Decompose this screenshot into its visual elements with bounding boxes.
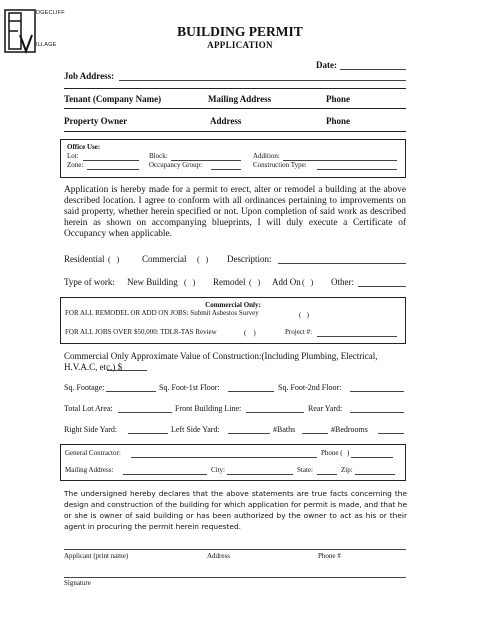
add-on-label: Add On	[272, 277, 301, 287]
construction-value-label: Commercial Only Approximate Value of Construction:(Including Plumbing, Electrical, H.V.A.C, etc.) $	[64, 351, 378, 372]
signature-label: Signature	[64, 579, 91, 587]
tenant-label: Tenant (Company Name)	[64, 94, 162, 104]
contractor-mailing-label: Mailing Address:	[65, 466, 114, 474]
owner-address-label: Address	[210, 116, 242, 126]
property-owner-label: Property Owner	[64, 116, 128, 126]
project-number-label: Project #:	[285, 328, 313, 336]
applicant-phone-label: Phone #	[318, 552, 341, 560]
job-address-field[interactable]	[119, 80, 406, 81]
left-side-yard-label: Left Side Yard:	[171, 425, 220, 434]
remodel-checkbox[interactable]: ( )	[249, 278, 261, 287]
office-occupancy-field[interactable]	[211, 169, 241, 170]
applicant-field-line[interactable]	[64, 549, 406, 550]
bedrooms-label: #Bedrooms	[331, 425, 368, 434]
applicant-name-label: Applicant (print name)	[64, 552, 129, 560]
other-field[interactable]	[358, 286, 406, 287]
office-lot-label: Lot:	[67, 152, 79, 160]
commercial-label: Commercial	[142, 254, 187, 264]
job-address-label: Job Address:	[64, 71, 115, 81]
sq-footage-field[interactable]	[106, 391, 156, 392]
office-zone-label: Zone:	[67, 161, 84, 169]
rear-yard-label: Rear Yard:	[308, 404, 343, 413]
office-occupancy-label: Occupancy Group:	[149, 161, 203, 169]
remodel-label: Remodel	[213, 277, 246, 287]
left-side-yard-field[interactable]	[228, 433, 270, 434]
general-contractor-label: General Contractor:	[65, 449, 121, 457]
tenant-field-line[interactable]	[64, 108, 406, 109]
tenant-phone-label: Phone	[326, 94, 351, 104]
bedrooms-field[interactable]	[378, 433, 404, 434]
commercial-checkbox[interactable]: ( )	[197, 255, 209, 264]
new-building-label: New Building	[127, 277, 178, 287]
office-lot-field[interactable]	[83, 160, 139, 161]
contractor-zip-field[interactable]	[355, 474, 395, 475]
declaration-statement: The undersigned hereby declares that the above statements are true facts concerning the design and construction of the building for which application for permit is made, and that he or she is owner of said building or has been authorized by the owner to act as his or their agent in procuring the permit herein requested.	[64, 489, 407, 531]
asbestos-survey-label: FOR ALL REMODEL OR ADD ON JOBS: Submit Asbestos Survey	[65, 309, 259, 317]
sq-first-floor-label: Sq. Foot-1st Floor:	[159, 383, 220, 392]
description-label: Description:	[227, 254, 272, 264]
divider	[64, 88, 406, 89]
contractor-state-field[interactable]	[317, 474, 337, 475]
office-block-label: Block:	[149, 152, 168, 160]
sq-first-floor-field[interactable]	[228, 391, 274, 392]
office-use-title: Office Use:	[67, 143, 101, 151]
office-use-box	[60, 139, 406, 178]
rear-yard-field[interactable]	[350, 412, 404, 413]
owner-phone-label: Phone	[326, 116, 351, 126]
page-title: BUILDING PERMIT	[177, 24, 303, 39]
description-field[interactable]	[278, 263, 406, 264]
contractor-phone-paren: )	[347, 449, 350, 457]
commercial-only-box	[60, 297, 406, 344]
contractor-phone-label: Phone (	[321, 449, 343, 457]
owner-field-line[interactable]	[64, 131, 406, 132]
right-side-yard-label: Right Side Yard:	[64, 425, 118, 434]
right-side-yard-field[interactable]	[128, 433, 168, 434]
contractor-city-field[interactable]	[227, 474, 293, 475]
office-construction-field[interactable]	[317, 169, 397, 170]
residential-label: Residential	[64, 254, 105, 264]
general-contractor-field[interactable]	[131, 457, 317, 458]
date-field[interactable]	[340, 69, 406, 70]
baths-label: #Baths	[273, 425, 296, 434]
applicant-address-label: Address	[207, 552, 230, 560]
project-number-field[interactable]	[317, 336, 397, 337]
contractor-city-label: City:	[211, 466, 226, 474]
commercial-only-title: Commercial Only:	[205, 301, 261, 309]
logo-text-bottom: ILLAGE	[36, 42, 57, 48]
contractor-mailing-field[interactable]	[123, 474, 207, 475]
sq-footage-label: Sq. Footage:	[64, 383, 105, 392]
add-on-checkbox[interactable]: ( )	[302, 278, 314, 287]
contractor-box	[60, 444, 406, 481]
date-label: Date:	[316, 60, 337, 70]
type-of-work-label: Type of work:	[64, 277, 115, 287]
office-zone-field[interactable]	[87, 169, 139, 170]
other-label: Other:	[331, 277, 354, 287]
asbestos-survey-checkbox[interactable]: ( )	[299, 311, 309, 319]
total-lot-area-label: Total Lot Area:	[64, 404, 113, 413]
residential-checkbox[interactable]: ( )	[108, 255, 120, 264]
baths-field[interactable]	[302, 433, 328, 434]
tdlr-review-label: FOR ALL JOBS OVER $50,000: TDLR-TAS Review	[65, 328, 217, 336]
total-lot-area-field[interactable]	[118, 412, 172, 413]
mailing-address-label: Mailing Address	[208, 94, 272, 104]
page-subtitle: APPLICATION	[207, 40, 273, 50]
sq-second-floor-field[interactable]	[350, 391, 404, 392]
office-construction-label: Construction Type:	[253, 161, 307, 169]
front-building-line-label: Front Building Line:	[175, 404, 242, 413]
sq-second-floor-label: Sq. Foot-2nd Floor:	[278, 383, 342, 392]
application-statement: Application is hereby made for a permit to erect, alter or remodel a building at the above described location. I agree to conform with all ordinances pertaining to improvements on said property, whether herein specified or not. Upon completion of said work as described herein as shown on accompanying blueprints, I will duly execute a Certificate of Occupancy when applicable.	[64, 185, 406, 239]
signature-field-line[interactable]	[64, 577, 406, 578]
logo-text-top: DGECLIFF	[36, 10, 65, 16]
tdlr-review-checkbox[interactable]: ( )	[244, 329, 256, 337]
front-building-line-field[interactable]	[246, 412, 304, 413]
contractor-zip-label: Zip:	[341, 466, 353, 474]
construction-value-field[interactable]	[107, 370, 147, 371]
office-addition-label: Addition:	[253, 152, 280, 160]
new-building-checkbox[interactable]: ( )	[184, 278, 196, 287]
contractor-state-label: State:	[297, 466, 313, 474]
contractor-phone-field[interactable]	[351, 457, 393, 458]
